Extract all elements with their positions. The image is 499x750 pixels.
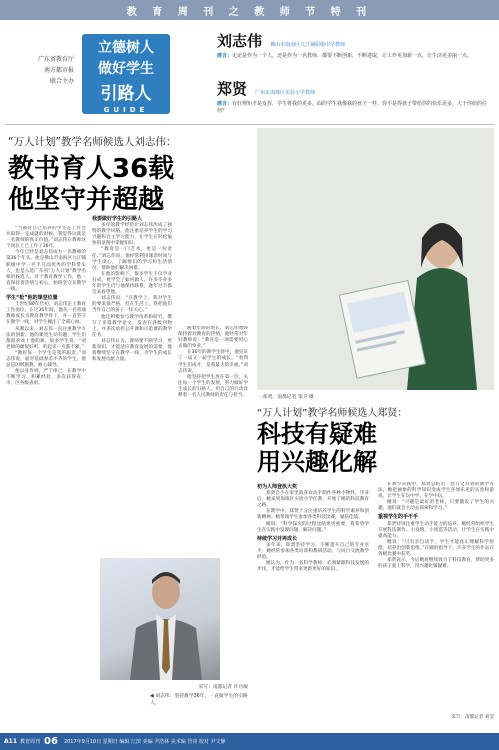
sponsor-list [4,54,74,87]
person2-role: 广州市海珠区实验小学教师 [255,90,316,96]
footer-section: 教育周刊 [20,739,41,745]
guide-label: GUIDE [103,106,149,114]
column-title-line-3: 引路人 [100,84,152,104]
column-title-line-1: 立德树人 [98,40,154,56]
portrait-with-book-icon [257,128,494,390]
a1c3-para-2: 在36年的教学生涯中，他见证了一届又一届学生的成长。“看到学生们成才，是我最大的幸福。”刘志伟说。 [178,350,248,374]
article2-headline-line-2: 用兴趣化解 [257,448,377,476]
person1-role: 佛山市南海区九江铺职级中学教师 [270,42,346,48]
article1-kicker: “万人计划”教学名师候选人刘志伟： [8,136,177,148]
article2-photo-caption: 一郑贤、南都记者 邹卫 摄 [258,395,314,400]
a2c1-para-4: 多年来，郑贤坚持学习，不断提升自己的专业水平。她经常参加各类培训和教研活动，与同行交流教学经验。 [257,542,369,561]
person2-quote: 有好规矩才是发挥，学生将我的更多，面的学生我像我的孩子一样，你不是得孩子带给你的快乐更多，大于你给的任何？ [217,101,488,114]
a2c2-para-4: 她说：“只有亲自动手，学生才能真正理解科学原理，培养出创新思维。”在她的指导下，许多学生的作品在各级比赛中获奖。 [378,539,494,558]
article1-headline [8,154,248,216]
sponsor-3: 联合主办 [49,78,74,85]
article1-headline-line-2: 他坚守并超越 [8,185,165,215]
article2-column-2 [378,482,494,710]
a1c2-subhead: 我要做好学生的引路人 [92,216,143,222]
a2c1-subhead: 初为人师登执大奖 [257,484,298,490]
article2-kicker: “万人计划”教学名师候选人郑贤： [257,408,408,419]
a1c2-para-6: 刘志伟认为，教师要不断学习，更新知识，才能适应教育发展的需要。他将继续坚守在教学一线，为学生的成长和发展贡献力量。 [92,338,172,363]
a1c2-para-3: 在他的影响下，很多学生不仅学业有成，更学会了如何做人。许多毕业多年的学生仍与他保持联系，逢年过节都会来看望他。 [92,271,172,296]
person2-quote-line [217,101,492,115]
a1c1-para-3: 上世纪80年代初，刘志伟走上教育工作岗位。在这36年间，他从一名普通教师成长为教育教学骨干，并一直坚守在教学一线，对学生倾注了全部心血。 [6,302,86,326]
a2c2-para-5: 郑贤表示，今后她将继续致力于科技教育，帮助更多的孩子爱上科学，用兴趣化解疑难。 [378,558,494,570]
a1c1-para-6: 他以身作则，严于律己，在教学中不断学习、积累经验，多次获得省、市、区各级表彰。 [6,369,86,387]
a1c1-para-5: “教好每一个学生是我的职责。”刘志伟说，面对基础参差不齐的学生，他总是因材施教，耐心辅导。 [6,350,86,369]
footer-page-tag: A11 [4,738,17,745]
person2-quote-label: 感言： [217,101,233,107]
article2-column-1 [257,482,369,722]
a2c2-subhead: 重视学生的手不手 [378,514,419,521]
sponsor-1: 广东省教育厅 [37,56,74,63]
a1c1-para-2: 今年已经是刘志伟成为一名教师的第36个年头。他是佛山市南海区九江铺职级中学一名平凡而优秀的学科带头人，也是入选广东省“万人计划”教学名师的候选人。对于教育教学工作，他一直保持着热情与初心，始终坚守在教学一线。 [6,250,86,292]
person1-quote-line [217,53,492,60]
footer-bar [0,733,499,750]
portrait-figure-icon [100,558,220,680]
banner-text: 教 育 周 刊 之 教 师 节 特 刊 [126,6,373,18]
a1c2-para-4: 刘志伟说：“在教学上，我对学生的要求很严格，但在生活上，我把他们当作自己的孩子一样关心。” [92,296,172,314]
zheng-xian-photo [257,128,494,390]
column-logo [0,22,175,120]
a2c1-para-2: 在教学中，郑贤十分注重培养学生的科学素养和创新精神。她带领学生参加各类科技比赛，屡获佳绩。 [257,509,369,521]
a2c2-para-1: 在教学实践中，郑贤总结出一套行之有效的教学方法，她把抽象的科学知识变成学生喜闻乐见的实验和游戏，让学生在玩中学、在学中玩。 [378,482,494,500]
article2-headline [257,420,494,476]
person1-quote-label: 感言： [217,53,233,59]
column-title-line-2: 做好学生 [98,61,154,77]
column-title-box [82,34,170,114]
top-banner [0,0,499,20]
a2c1-para-3: 她说：“科学探究的过程比结果更重要，我希望学生在实践中发现问题、解决问题。” [257,521,369,533]
a1c2-para-1: 多年的教学经验让刘志伟形成了独特的教学风格。他注重培养学生的学习兴趣和自主学习能力，让学生在轻松愉快的氛围中掌握知识。 [92,223,172,247]
article1-headline-line-1: 教书育人36载 [8,154,175,184]
article2-headline-line-1: 科技有疑难 [257,420,377,448]
a1c1-subhead: 学生“抢”他的课堂位置 [6,295,58,302]
footer-info: 2017年9月10日 星期日 编辑 江滨 美编 尹浩林 美术编 管亮 校对 尹文静 [63,739,226,745]
article1-credit: 采写：南都记者 许丹敏 [198,685,248,690]
article1-column-1 [6,226,86,714]
a1c1-para-4: 从教以来，刘志伟一直注重教学方法的创新。他的课堂生动有趣，学生们都很喜欢上他的课。很多学生说：“刘老师的课很好听，听起来一点都不累。” [6,326,86,350]
article1-photo-caption: ◀ 刘志伟：坚持教学36年，一直做学生的引路人。 [150,694,248,706]
intro-person-1 [217,30,492,60]
a2c2-para-2: 她说：“兴趣是最好的老师，只要激发了学生的兴趣，他们就会主动去探索和学习。” [378,500,494,512]
intro-person-2 [217,78,492,115]
a1c2-para-2: “教育是一门艺术，更是一份责任。”刘志伟说，他经常利用课余时间与学生谈心，了解他们的学习和生活情况，帮助他们解决困难。 [92,247,172,271]
person2-name: 郑贤 [217,80,248,98]
a1c3-para-1: 随着年龄的增长，刘志伟始终保持着对教育的热情，他经常对年轻教师说：“教育是一项需要用心去做的事业。” [178,326,248,350]
divider-top [5,124,494,125]
person1-quote: 无论是作为一个人，还是作为一名教师，都要不断创新，不断进取，让工作更加新一点，让生活更美丽一点。 [232,53,473,59]
a1c2-para-5: 他还积极参与教学改革和研究，撰写了多篇教学论文，发表在各级刊物上，并多次承担公开课和示范课的教学任务。 [92,314,172,338]
a1c1-para-1: “当教育自己培养的学生走上社会并取得一定成就的时候，我觉得这就是一名教师的真正价值。”刘志伟在教师这个岗位上已工作了36年。 [6,226,86,250]
a2c1-para-1: 郑贤自小在家里就喜欢动手制作各种小物件。毕业后，她来到海珠区实验小学任教，开始了她的科技教育之路。 [257,491,369,509]
a2c1-subhead-2: 持续学习并再成长 [257,535,298,542]
a2c1-para-5: 她认为，作为一名科学教师，必须紧跟科技发展的步伐，才能给学生带来更新更好的知识。 [257,561,369,573]
liu-zhiwei-photo [100,558,220,680]
article1-column-2 [92,214,172,554]
person1-name: 刘志伟 [217,32,263,50]
sponsor-2: 南方都市报 [43,67,74,74]
a2c2-para-3: 郑贤特别注重学生动手能力的培养，她经常组织学生开展科技制作、小发明、小创造等活动，让学生在实践中提高能力。 [378,521,494,539]
footer-page-number: 06 [44,736,58,747]
a1c3-para-3: 他坚持把学生放在第一位，关注每一个学生的发展，努力做好学生成长的引路人，用自己的行动诠释着一名人民教师的责任与担当。 [178,374,248,399]
article1-column-3 [178,326,248,558]
article2-credit: 采写：南都记者 刘莹 [451,715,494,720]
